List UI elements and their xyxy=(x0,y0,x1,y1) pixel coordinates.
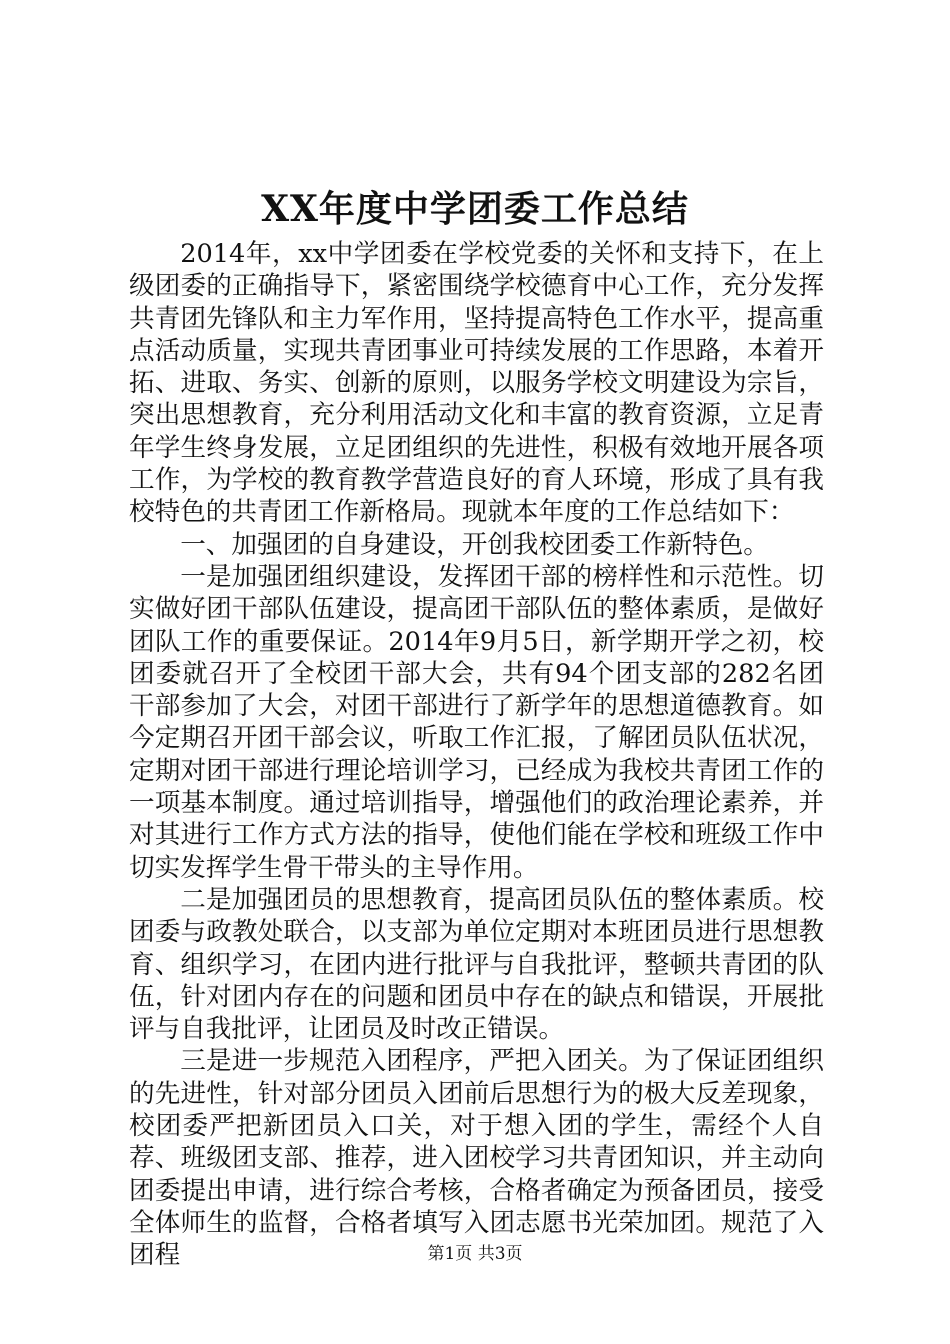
paragraph-intro: 2014年，xx中学团委在学校党委的关怀和支持下，在上级团委的正确指导下，紧密围绕学校德育中心工作，充分发挥共青团先锋队和主力军作用，坚持提高特色工作水平，提高重点活动质量，实现共青团事业可持续发展的工作思路，本着开拓、进取、务实、创新的原则，以服务学校文明建设为宗旨，突出思想教育，充分利用活动文化和丰富的教育资源，立足青年学生终身发展，立足团组织的先进性，积极有效地开展各项工作，为学校的教育教学营造良好的育人环境，形成了具有我校特色的共青团工作新格局。现就本年度的工作总结如下： xyxy=(129,239,824,528)
document-title: XX年度中学团委工作总结 xyxy=(261,188,689,230)
page-number-footer: 第1页 共3页 xyxy=(427,1244,523,1264)
paragraph-section-heading: 一、加强团的自身建设，开创我校团委工作新特色。 xyxy=(180,529,769,560)
paragraph-point-one: 一是加强团组织建设，发挥团干部的榜样性和示范性。切实做好团干部队伍建设，提高团干部队伍的整体素质，是做好团队工作的重要保证。2014年9月5日，新学期开学之初，校团委就召开了全校团干部大会，共有94个团支部的282名团干部参加了大会，对团干部进行了新学年的思想道德教育。如今定期召开团干部会议，听取工作汇报，了解团员队伍状况，定期对团干部进行理论培训学习，已经成为我校共青团工作的一项基本制度。通过培训指导，增强他们的政治理论素养，并对其进行工作方式方法的指导，使他们能在学校和班级工作中切实发挥学生骨干带头的主导作用。 xyxy=(129,561,824,883)
paragraph-point-two: 二是加强团员的思想教育，提高团员队伍的整体素质。校团委与政教处联合，以支部为单位定期对本班团员进行思想教育、组织学习，在团内进行批评与自我批评，整顿共青团的队伍，针对团内存在的问题和团员中存在的缺点和错误，开展批评与自我批评，让团员及时改正错误。 xyxy=(129,884,824,1045)
paragraph-point-three: 三是进一步规范入团程序，严把入团关。为了保证团组织的先进性，针对部分团员入团前后思想行为的极大反差现象，校团委严把新团员入口关，对于想入团的学生，需经个人自荐、班级团支部、推荐，进入团校学习共青团知识，并主动向团委提出申请，进行综合考核，合格者确定为预备团员，接受全体师生的监督，合格者填写入团志愿书光荣加团。规范了入团程 xyxy=(129,1046,824,1271)
document-body xyxy=(129,238,824,1272)
